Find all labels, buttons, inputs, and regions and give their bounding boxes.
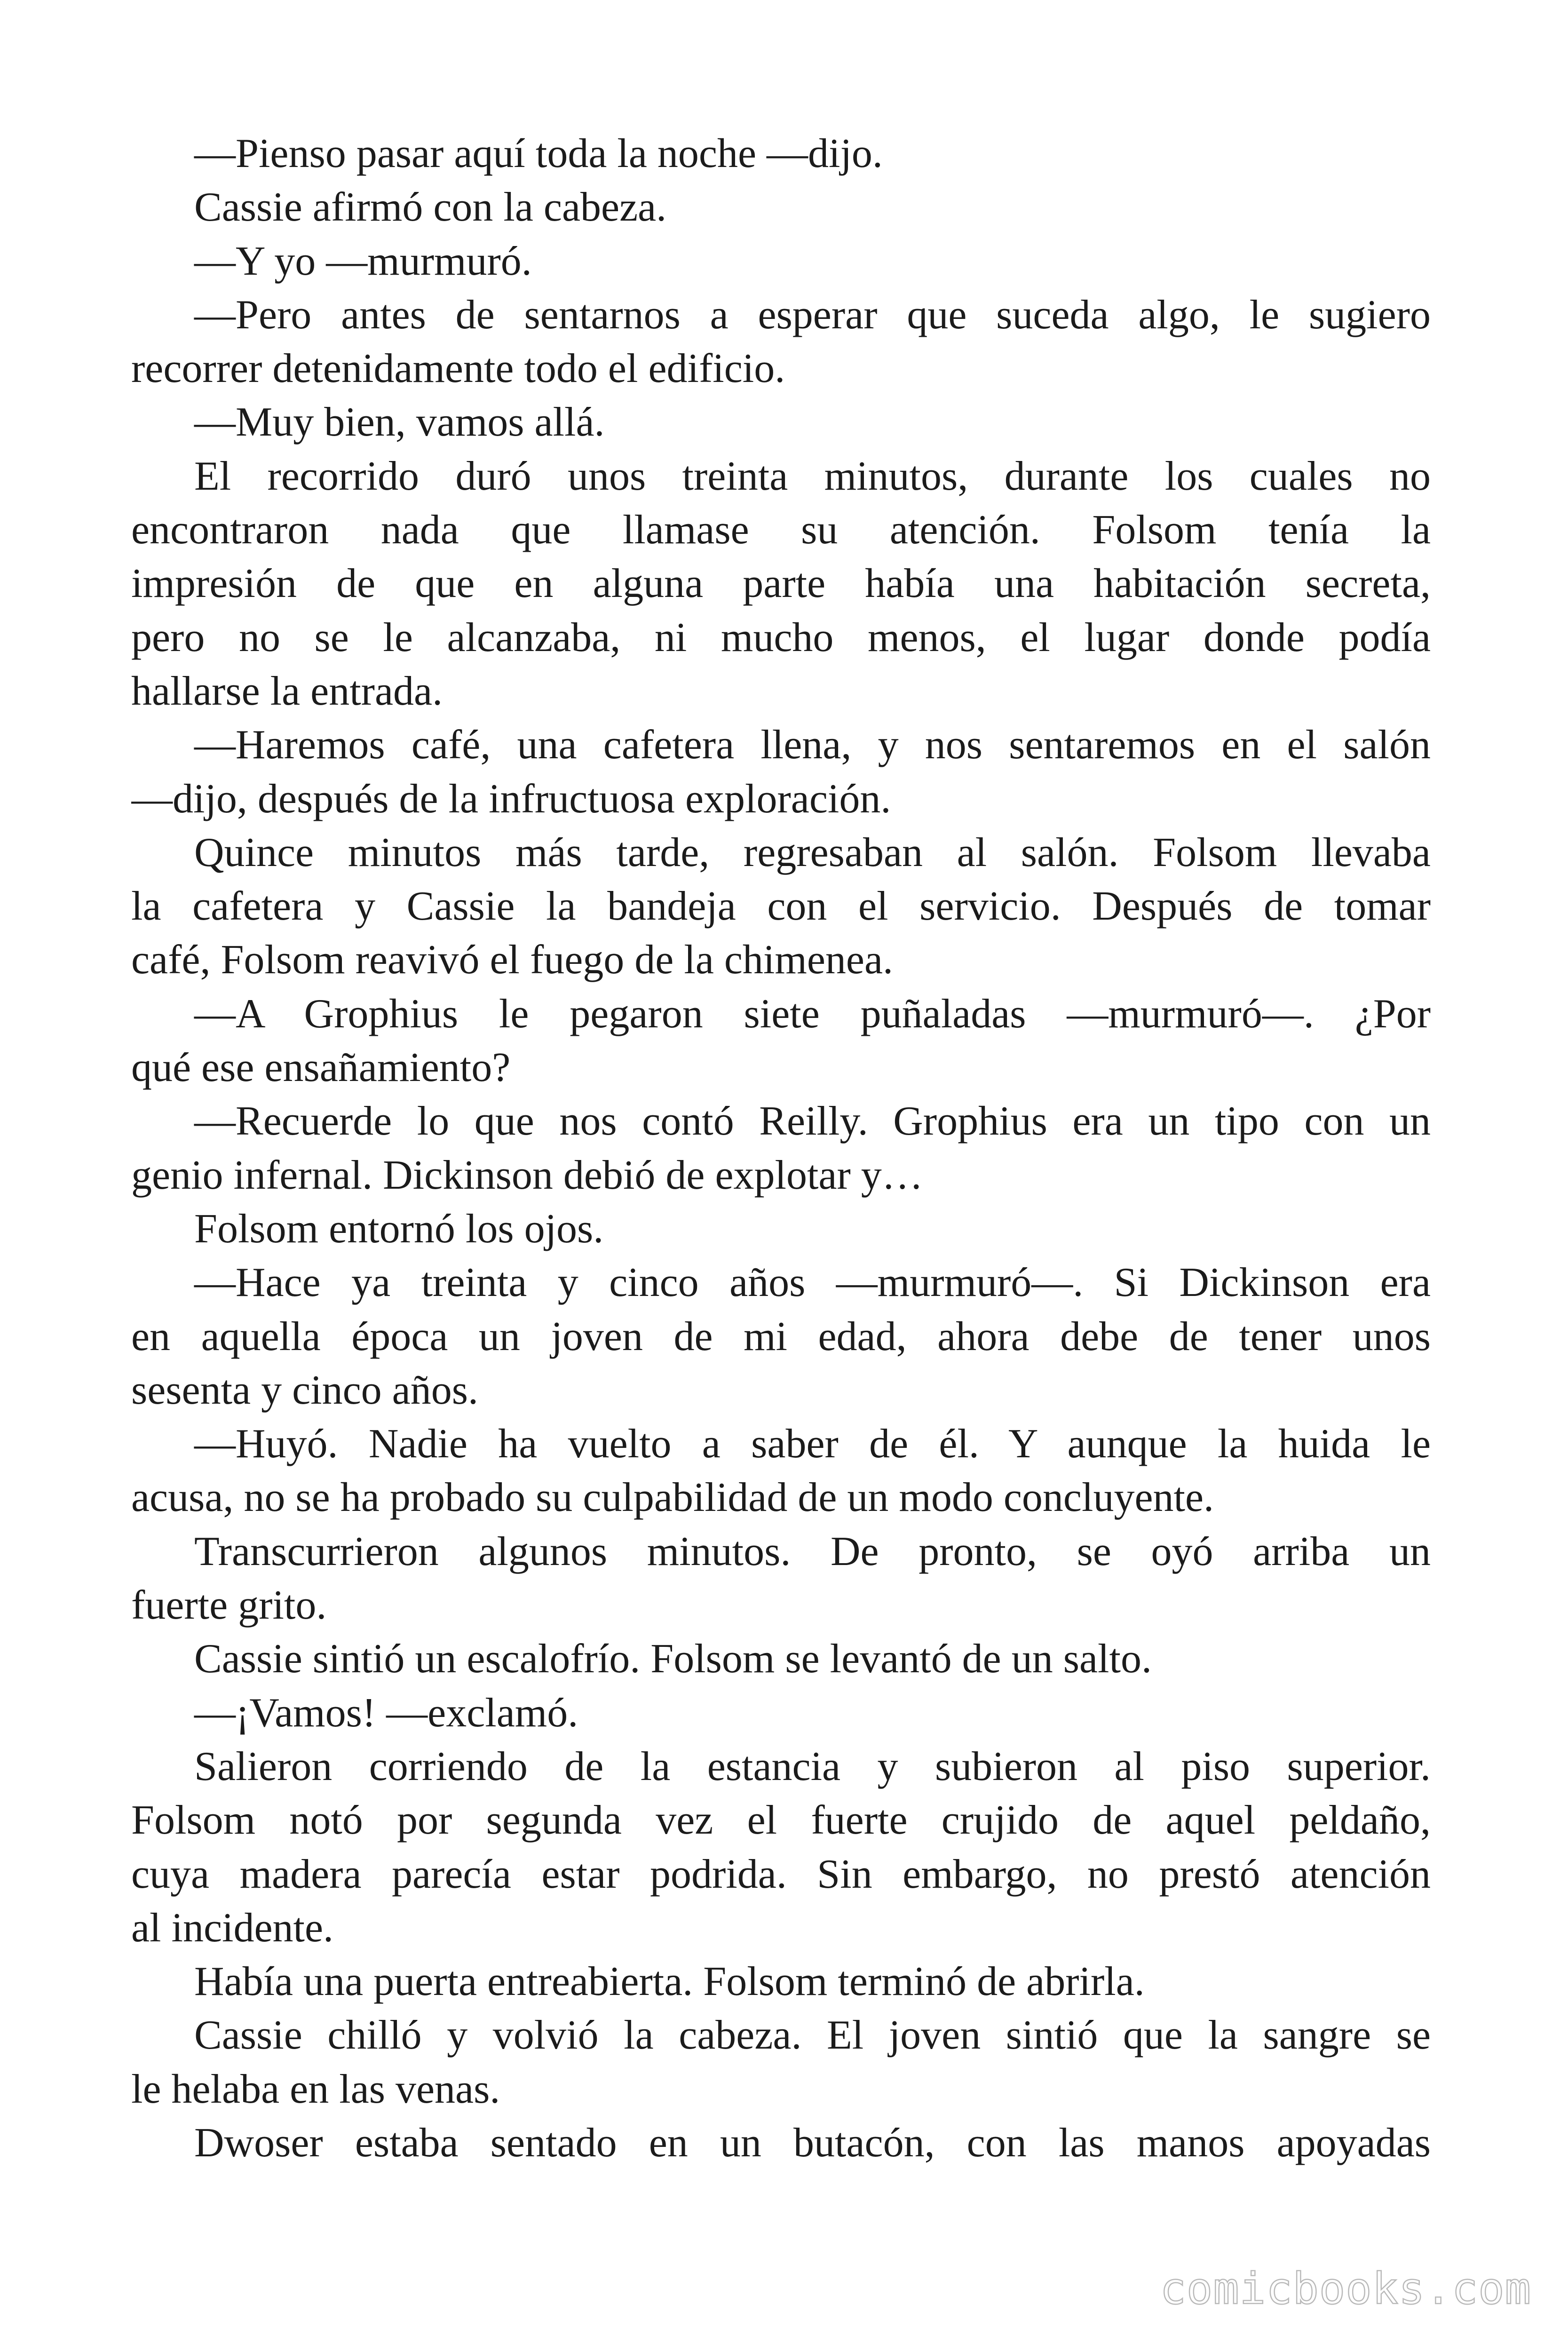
paragraph [131,1095,1431,1202]
text-line: cuya madera parecía estar podrida. Sin embargo, no prestó atención [131,1851,1431,1897]
body-text [131,127,1431,2170]
paragraph [131,396,1431,449]
text-line: la cafetera y Cassie la bandeja con el servicio. Después de tomar [131,883,1431,930]
text-line: Quince minutos más tarde, regresaban al salón. Folsom llevaba [194,829,1431,875]
paragraph [131,1256,1431,1417]
text-line: Dwoser estaba sentado en un butacón, con las manos apoyadas [194,2120,1431,2166]
text-line: qué ese ensañamiento? [131,1045,511,1091]
text-line: —A Grophius le pegaron siete puñaladas —murmuró—. ¿Por [194,991,1431,1037]
text-line: —Muy bien, vamos allá. [194,399,605,445]
text-line: le helaba en las venas. [131,2066,500,2112]
text-line: Cassie afirmó con la cabeza. [194,184,667,230]
text-line: —Recuerde lo que nos contó Reilly. Grophius era un tipo con un [194,1098,1431,1144]
paragraph [131,1417,1431,1525]
text-line: al incidente. [131,1905,334,1951]
paragraph [131,1686,1431,1740]
text-line: café, Folsom reavivó el fuego de la chimenea. [131,937,894,983]
paragraph [131,1955,1431,2009]
paragraph [131,181,1431,234]
text-line: impresión de que en alguna parte había una habitación secreta, [131,561,1431,607]
text-line: acusa, no se ha probado su culpabilidad de un modo concluyente. [131,1475,1214,1521]
text-line: —dijo, después de la infructuosa exploración. [131,776,891,822]
paragraph [131,288,1431,396]
paragraph [131,826,1431,987]
paragraph [131,127,1431,181]
text-line: hallarse la entrada. [131,668,443,714]
text-line: Folsom entornó los ojos. [194,1206,604,1252]
text-line: —Haremos café, una cafetera llena, y nos sentaremos en el salón [194,722,1431,768]
paragraph [131,235,1431,288]
text-line: genio infernal. Dickinson debió de explotar y… [131,1152,923,1198]
paragraph [131,718,1431,826]
paragraph [131,1202,1431,1256]
paragraph [131,987,1431,1095]
text-line: Salieron corriendo de la estancia y subieron al piso superior. [194,1743,1431,1789]
text-line: Folsom notó por segunda vez el fuerte crujido de aquel peldaño, [131,1797,1431,1843]
text-line: El recorrido duró unos treinta minutos, durante los cuales no [194,453,1431,499]
text-line: sesenta y cinco años. [131,1367,478,1413]
text-line: —Y yo —murmuró. [194,238,532,284]
paragraph [131,450,1431,718]
text-line: —Huyó. Nadie ha vuelto a saber de él. Y aunque la huida le [194,1421,1431,1467]
text-line: recorrer detenidamente todo el edificio. [131,346,785,392]
text-line: Había una puerta entreabierta. Folsom terminó de abrirla. [194,1959,1145,2005]
text-line: pero no se le alcanzaba, ni mucho menos, el lugar donde podía [131,614,1431,660]
paragraph [131,2009,1431,2116]
paragraph [131,1632,1431,1686]
text-line: —Pero antes de sentarnos a esperar que suceda algo, le sugiero [194,292,1431,338]
text-line: —¡Vamos! —exclamó. [194,1690,578,1736]
text-line: en aquella época un joven de mi edad, ahora debe de tener unos [131,1313,1431,1359]
text-line: Cassie chilló y volvió la cabeza. El joven sintió que la sangre se [194,2012,1431,2058]
text-line: encontraron nada que llamase su atención. Folsom tenía la [131,507,1431,553]
paragraph [131,1525,1431,1633]
text-line: Transcurrieron algunos minutos. De pronto, se oyó arriba un [194,1528,1431,1574]
text-line: fuerte grito. [131,1582,327,1629]
text-line: —Pienso pasar aquí toda la noche —dijo. [194,131,883,176]
watermark: comicbooks.com [1160,2264,1531,2314]
text-line: —Hace ya treinta y cinco años —murmuró—. Si Dickinson era [194,1260,1431,1306]
paragraph [131,1740,1431,1955]
text-line: Cassie sintió un escalofrío. Folsom se levantó de un salto. [194,1636,1152,1682]
paragraph [131,2116,1431,2170]
